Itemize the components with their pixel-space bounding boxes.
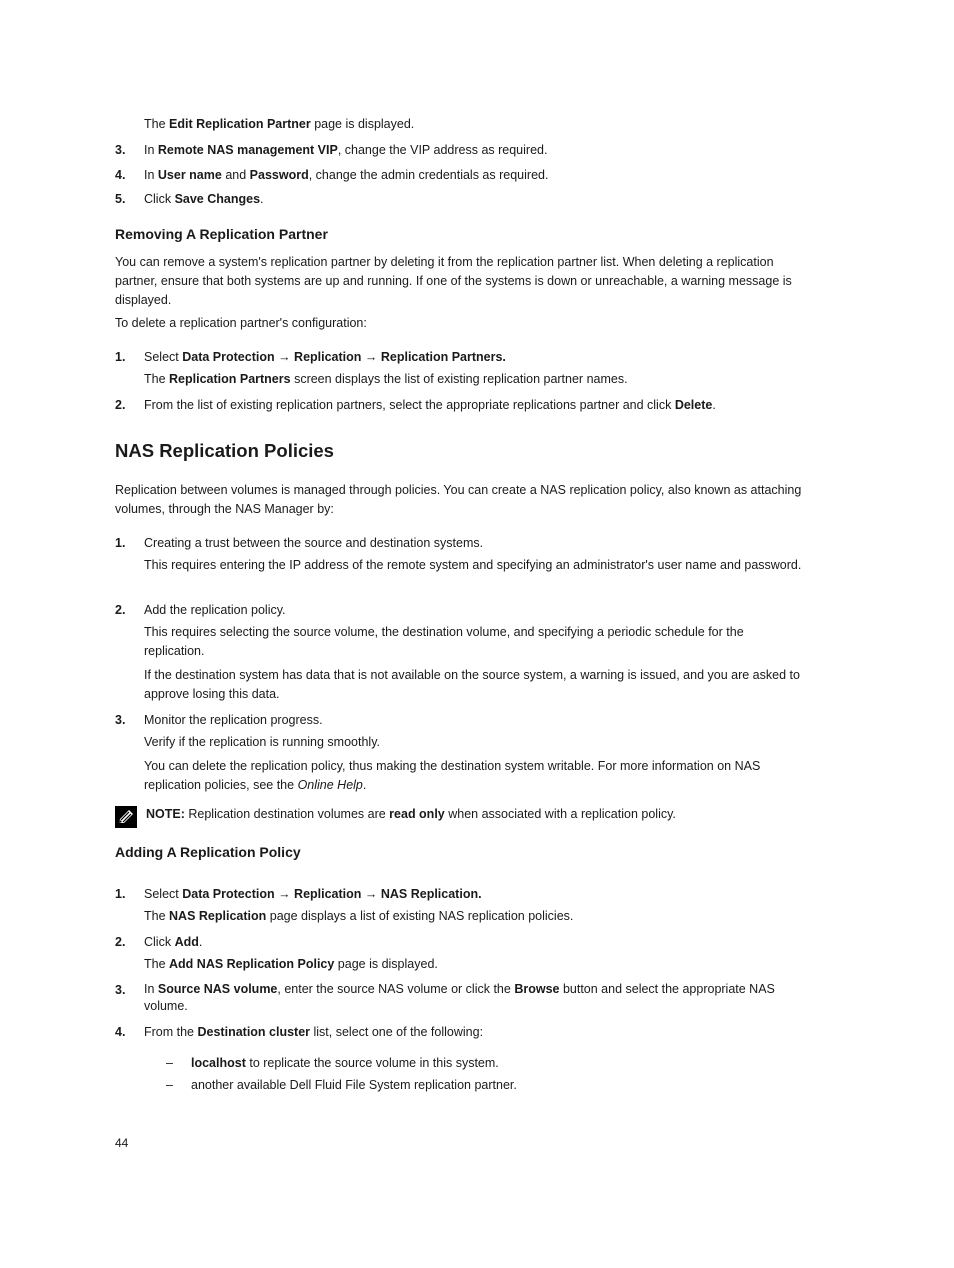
- step-subtext: This requires selecting the source volume, the destination volume, and specifying a periodic schedule for the replication.: [144, 625, 744, 658]
- edit-page-line: The Edit Replication Partner page is displayed.: [144, 117, 415, 131]
- step-number: 3.: [115, 983, 126, 997]
- list-item: another available Dell Fluid File System replication partner.: [191, 1078, 517, 1092]
- step-text: From the Destination cluster list, select one of the following:: [144, 1025, 484, 1039]
- paragraph: You can remove a system's replication partner by deleting it from the replication partner list. When deleting a replication partner, ensure that both systems are up and running. If one of the systems is down or unreachable, a warning message is displayed.: [115, 255, 792, 307]
- step-text: Select Data Protection → Replication → NAS Replication.: [144, 887, 482, 901]
- step-subtext: The Add NAS Replication Policy page is displayed.: [144, 957, 438, 971]
- step-number: 2.: [115, 935, 126, 949]
- step-text: Click Save Changes.: [144, 192, 264, 206]
- step-number: 5.: [115, 192, 126, 206]
- step-number: 4.: [115, 1025, 126, 1039]
- step-text: In Remote NAS management VIP, change the VIP address as required.: [144, 143, 548, 157]
- step-text: In Source NAS volume, enter the source NAS volume or click the Browse button and select the appropriate NAS volume.: [144, 982, 775, 1013]
- note-pencil-icon: [115, 806, 137, 828]
- paragraph: Replication between volumes is managed through policies. You can create a NAS replication policy, also known as attaching volumes, through the NAS Manager by:: [115, 483, 802, 516]
- step-number: 1.: [115, 350, 126, 364]
- step-text: In User name and Password, change the admin credentials as required.: [144, 168, 549, 182]
- page-number: 44: [115, 1136, 129, 1150]
- paragraph: To delete a replication partner's configuration:: [115, 316, 367, 330]
- step-text: Creating a trust between the source and destination systems.: [144, 536, 484, 550]
- step-text: Add the replication policy.: [144, 603, 286, 617]
- step-text: From the list of existing replication partners, select the appropriate replications partner and click Delete.: [144, 398, 716, 412]
- section-heading: Removing A Replication Partner: [115, 226, 328, 242]
- bullet-dash: –: [166, 1078, 173, 1092]
- section-heading: Adding A Replication Policy: [115, 844, 301, 860]
- bullet-dash: –: [166, 1056, 173, 1070]
- note-text: NOTE: Replication destination volumes are read only when associated with a replication policy.: [146, 807, 676, 821]
- step-subtext: This requires entering the IP address of the remote system and specifying an administrator's user name and password.: [144, 558, 802, 572]
- step-subtext: The Replication Partners screen displays the list of existing replication partner names.: [144, 372, 628, 386]
- list-item: localhost to replicate the source volume in this system.: [191, 1056, 499, 1070]
- step-subtext: The NAS Replication page displays a list of existing NAS replication policies.: [144, 909, 574, 923]
- step-subtext: You can delete the replication policy, thus making the destination system writable. For more information on NAS replication policies, see the Online Help.: [144, 759, 761, 792]
- step-number: 2.: [115, 398, 126, 412]
- step-subtext: Verify if the replication is running smoothly.: [144, 735, 380, 749]
- step-number: 3.: [115, 143, 126, 157]
- step-number: 4.: [115, 168, 126, 182]
- step-text: Monitor the replication progress.: [144, 713, 323, 727]
- step-text: Click Add.: [144, 935, 203, 949]
- step-number: 2.: [115, 603, 126, 617]
- step-number: 1.: [115, 536, 126, 550]
- page-section-title: NAS Replication Policies: [115, 440, 334, 461]
- step-number: 3.: [115, 713, 126, 727]
- step-number: 1.: [115, 887, 126, 901]
- step-text: Select Data Protection → Replication → Replication Partners.: [144, 350, 506, 364]
- step-subtext: If the destination system has data that is not available on the source system, a warning is issued, and you are asked to approve losing this data.: [144, 668, 800, 701]
